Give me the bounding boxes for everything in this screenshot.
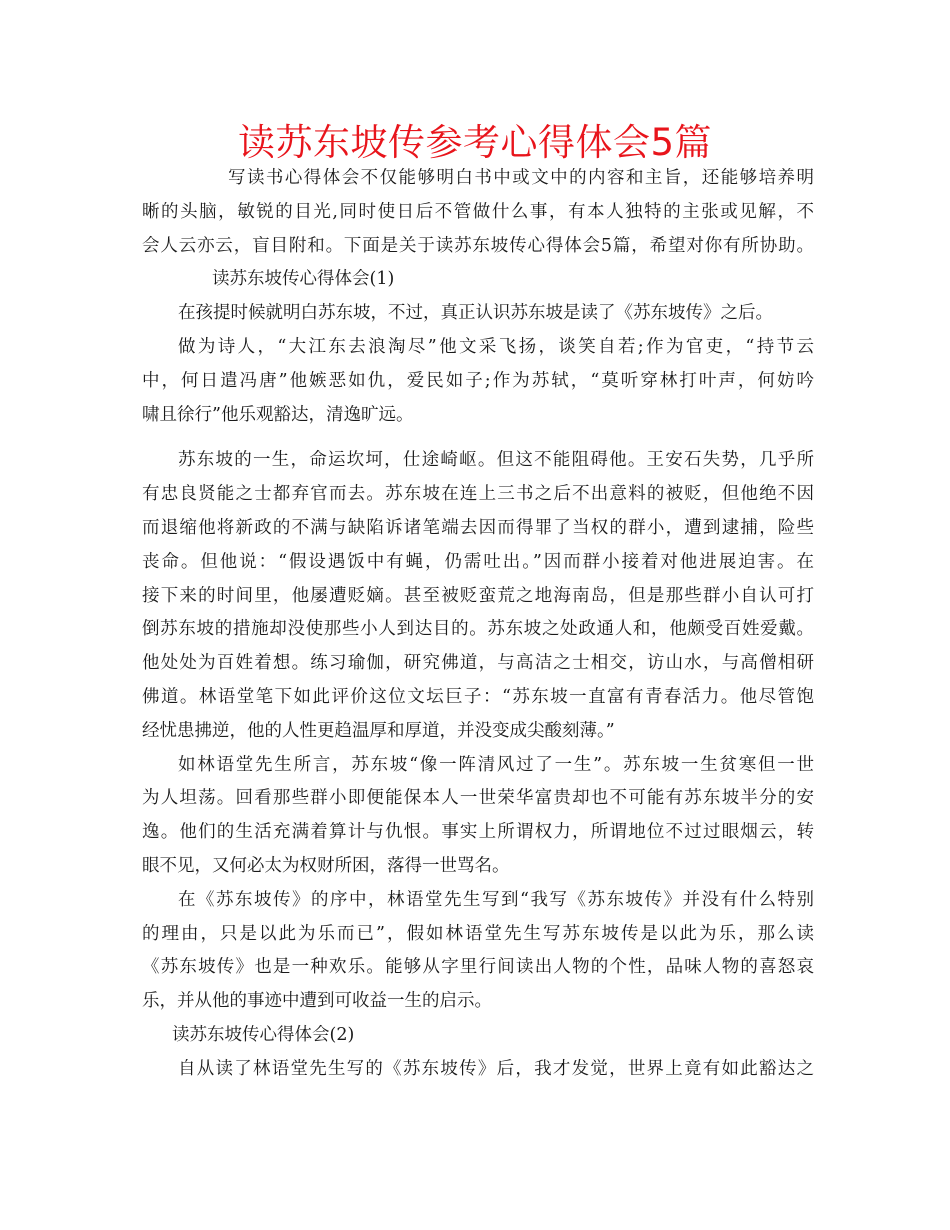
paragraph-line: 啸且徐行”他乐观豁达，清逸旷远。 (142, 404, 414, 425)
intro-line: 会人云亦云，盲目附和。下面是关于读苏东坡传心得体会5篇，希望对你有所协助。 (142, 235, 814, 256)
paragraph-line: 接下来的时间里，他屡遭贬嫡。甚至被贬蛮荒之地海南岛，但是那些群小自认可打 (142, 585, 814, 606)
paragraph-line: 乐，并从他的事迹中遭到可收益一生的启示。 (142, 991, 492, 1012)
paragraph-line: 做为诗人，“大江东去浪淘尽”他文采飞扬，谈笑自若;作为官吏，“持节云 (178, 336, 814, 357)
intro-line: 晰的头脑，敏锐的目光,同时使日后不管做什么事，有本人独特的主张或见解，不 (142, 201, 814, 222)
paragraph-line: 经忧患拂逆，他的人性更趋温厚和厚道，并没变成尖酸刻薄。” (142, 720, 615, 741)
document-title: 读苏东坡传参考心得体会5篇 (237, 121, 713, 164)
paragraph-line: 苏东坡的一生，命运坎坷，仕途崎岖。但这不能阻碍他。王安石失势，几乎所 (178, 450, 814, 471)
paragraph-line: 倒苏东坡的措施却没使那些小人到达目的。苏东坡之处政通人和，他颇受百姓爱戴。 (142, 619, 814, 640)
document-body (142, 162, 814, 1087)
paragraph-line: 如林语堂先生所言，苏东坡“像一阵清风过了一生”。苏东坡一生贫寒但一世 (178, 754, 814, 775)
paragraph-line: 《苏东坡传》也是一种欢乐。能够从字里行间读出人物的个性，品味人物的喜怒哀 (142, 957, 814, 978)
paragraph-line: 有忠良贤能之士都弃官而去。苏东坡在连上三书之后不出意料的被贬，但他绝不因 (142, 484, 814, 505)
paragraph-line: 在《苏东坡传》的序中，林语堂先生写到“我写《苏东坡传》并没有什么特别 (178, 889, 814, 910)
paragraph-line: 在孩提时候就明白苏东坡，不过，真正认识苏东坡是读了《苏东坡传》之后。 (178, 303, 773, 324)
section-heading: 读苏东坡传心得体会(1) (212, 269, 395, 290)
paragraph-line: 逸。他们的生活充满着算计与仇恨。事实上所谓权力，所谓地位不过过眼烟云，转 (142, 822, 814, 843)
paragraph-line: 丧命。但他说：“假设遇饭中有蝇，仍需吐出。”因而群小接着对他进展迫害。在 (142, 551, 814, 572)
paragraph-line: 而退缩他将新政的不满与缺陷诉诸笔端去因而得罪了当权的群小，遭到逮捕，险些 (142, 517, 814, 538)
paragraph-line: 为人坦荡。回看那些群小即便能保本人一世荣华富贵却也不可能有苏东坡半分的安 (142, 788, 814, 809)
paragraph-line: 佛道。林语堂笔下如此评价这位文坛巨子：“苏东坡一直富有青春活力。他尽管饱 (142, 686, 814, 707)
paragraph-gap (142, 432, 814, 444)
paragraph-line: 的理由，只是以此为乐而已”，假如林语堂先生写苏东坡传是以此为乐，那么读 (142, 923, 814, 944)
section-heading: 读苏东坡传心得体会(2) (172, 1024, 355, 1045)
paragraph-line: 他处处为百姓着想。练习瑜伽，研究佛道，与高洁之士相交，访山水，与高僧相研 (142, 653, 814, 674)
paragraph-line: 自从读了林语堂先生写的《苏东坡传》后，我才发觉，世界上竟有如此豁达之 (178, 1058, 814, 1079)
paragraph-line: 中，何日遣冯唐”他嫉恶如仇，爱民如子;作为苏轼，“莫听穿林打叶声，何妨吟 (142, 370, 814, 391)
paragraph-line: 眼不见，又何必太为权财所困，落得一世骂名。 (142, 855, 510, 876)
intro-line: 写读书心得体会不仅能够明白书中或文中的内容和主旨，还能够培养明 (228, 168, 814, 188)
